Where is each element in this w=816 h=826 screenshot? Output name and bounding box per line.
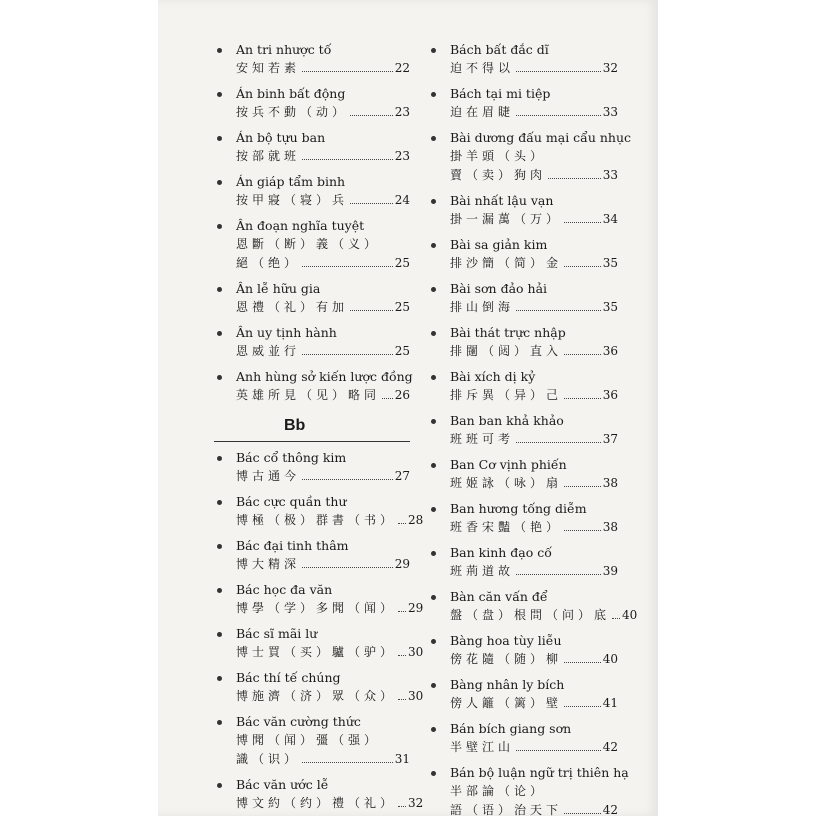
entry-han: 排斥異（异）己 [450,388,563,402]
entry-han: 恩禮（礼）有加 [236,300,349,314]
bullet-icon [217,136,222,141]
entry-han-line [450,59,618,78]
page-number: 38 [602,520,618,534]
bullet-icon [217,180,222,185]
index-entry [428,84,618,122]
dot-leader [350,203,393,204]
index-entry [214,40,410,78]
page-number: 36 [602,344,618,358]
entry-vietnamese: Bài thát trực nhập [450,325,566,340]
page-number: 40 [622,608,638,622]
page-number: 26 [394,388,410,402]
dot-leader [516,115,601,116]
entry-han: 班姬詠（咏）扇 [450,476,563,490]
dot-leader [398,523,406,524]
entry-vietnamese: Bài nhất lậu vạn [450,193,554,208]
bullet-icon [217,92,222,97]
entry-vietnamese: Ân uy tịnh hành [236,325,337,340]
entry-han-line [236,342,410,361]
entry-vietnamese: Ban Cơ vịnh phiến [450,457,567,472]
entry-vietnamese: Ban hương tống diễm [450,501,587,516]
entry-han: 恩威並行 [236,344,301,358]
entry-han: 排沙簡（简）金 [450,256,563,270]
page-number: 32 [408,796,424,810]
dot-leader [612,618,620,619]
bullet-icon [431,463,436,468]
page-number: 22 [394,61,410,75]
entry-vietnamese: Ban kinh đạo cố [450,545,552,560]
page-number: 42 [602,803,618,817]
entry-han: 博學（学）多聞（闻） [236,601,397,615]
entry-vietnamese: Bác văn ước lễ [236,777,329,792]
entry-han-line [450,606,638,625]
page-number: 33 [602,105,618,119]
bullet-icon [431,136,436,141]
bullet-icon [217,375,222,380]
entry-han-line [236,103,410,122]
index-column-left [214,40,424,819]
bullet-icon [431,639,436,644]
bullet-icon [431,771,436,776]
entry-han-line [236,731,410,750]
bullet-icon [217,676,222,681]
page-number: 32 [602,61,618,75]
bullet-icon [217,224,222,229]
entry-vietnamese: Bác đại tinh thâm [236,538,349,553]
page-number: 25 [394,300,410,314]
bullet-icon [217,500,222,505]
dot-leader [398,655,406,656]
entry-han-line [236,59,410,78]
entry-han: 英雄所見（见）略同 [236,388,381,402]
bullet-icon [217,720,222,725]
index-entry [428,367,618,405]
dot-leader [564,706,601,707]
entry-han-line [236,386,410,405]
index-entry [428,128,632,185]
index-entry [214,128,410,166]
entry-vietnamese: Bàn căn vấn để [450,589,548,604]
page-number: 37 [602,432,618,446]
entry-vietnamese: Án bộ tựu ban [236,130,326,145]
dot-leader [564,662,601,663]
bullet-icon [431,48,436,53]
bullet-icon [217,632,222,637]
index-entry [214,536,410,574]
entry-han: 半壁江山 [450,740,515,754]
dot-leader [516,750,601,751]
entry-han-line [236,467,410,486]
page-number: 39 [602,564,618,578]
entry-list-b [214,448,424,813]
bullet-icon [431,595,436,600]
bullet-icon [217,544,222,549]
page-number: 27 [394,469,410,483]
page-number: 36 [602,388,618,402]
dot-leader [398,611,406,612]
dot-leader [302,479,393,480]
entry-han: 掛羊頭（头） [450,149,547,163]
index-entry [428,763,629,820]
dot-leader [564,530,601,531]
index-entry [428,411,618,449]
index-entry [214,624,424,662]
entry-han: 班荊道故 [450,564,515,578]
dot-leader [302,354,393,355]
bullet-icon [431,92,436,97]
entry-han: 掛一漏萬（万） [450,212,563,226]
entry-han: 迫在眉睫 [450,105,515,119]
dot-leader [302,762,393,763]
index-entry [428,631,618,669]
entry-han-line [450,518,618,537]
entry-han-line [450,210,618,229]
dot-leader [516,574,601,575]
dot-leader [516,442,601,443]
bullet-icon [431,331,436,336]
entry-han: 傍人籬（篱）壁 [450,696,563,710]
entry-list-b-continued [428,40,638,820]
index-entry [214,279,410,317]
page-number: 23 [394,149,410,163]
index-entry [214,580,424,618]
entry-han: 識（识） [236,752,301,766]
page-number: 34 [602,212,618,226]
index-entry [428,455,618,493]
entry-han-line [450,694,618,713]
page-number: 35 [602,300,618,314]
entry-han-line [450,342,618,361]
entry-han-line [450,298,618,317]
entry-vietnamese: Bài sa giản kim [450,237,548,252]
dot-leader [350,310,393,311]
section-header-label: Bb [284,417,306,434]
page-number: 25 [394,256,410,270]
entry-han-line [236,254,410,273]
bullet-icon [217,456,222,461]
entry-vietnamese: Bác thí tế chúng [236,670,341,685]
entry-vietnamese: Án giáp tẩm binh [236,174,346,189]
entry-han: 絕（绝） [236,256,301,270]
entry-han-line [236,643,424,662]
entry-han-line [236,511,424,530]
dot-leader [302,71,393,72]
index-entry [214,492,424,530]
index-entry [428,279,618,317]
entry-vietnamese: Bách bất đắc dĩ [450,42,549,57]
bullet-icon [431,727,436,732]
entry-han: 按甲寢（寝）兵 [236,193,349,207]
index-entry [428,191,618,229]
dot-leader [564,266,601,267]
entry-han: 半部論（论） [450,784,547,798]
bullet-icon [217,331,222,336]
entry-han: 博極（极）群書（书） [236,513,397,527]
bullet-icon [431,507,436,512]
entry-han: 班香宋豔（艳） [450,520,563,534]
section-header [214,415,410,442]
page-number: 31 [394,752,410,766]
entry-han: 傍花隨（随）柳 [450,652,563,666]
dot-leader [398,806,406,807]
dot-leader [350,115,393,116]
entry-han-line [450,782,618,801]
page-number: 41 [602,696,618,710]
page-number: 38 [602,476,618,490]
entry-vietnamese: Ân lễ hữu gia [236,281,321,296]
page-number: 29 [408,601,424,615]
entry-han: 博文約（约）禮（礼） [236,796,397,810]
entry-han-line [450,166,618,185]
index-entry [214,775,424,813]
page-number: 30 [408,689,424,703]
dot-leader [564,486,601,487]
dot-leader [564,813,601,814]
bullet-icon [217,588,222,593]
entry-vietnamese: Án binh bất động [236,86,346,101]
page-number: 42 [602,740,618,754]
index-column-right [428,40,638,826]
index-entry [214,367,413,405]
entry-han-line [236,555,410,574]
entry-han-line [450,254,618,273]
index-entry [214,172,410,210]
bullet-icon [431,683,436,688]
entry-han: 博大精深 [236,557,301,571]
dot-leader [516,310,601,311]
index-entry [214,668,424,706]
entry-han-line [450,147,618,166]
entry-han-line [450,738,618,757]
entry-vietnamese: Bác văn cường thức [236,714,361,729]
entry-vietnamese: Bàng nhân ly bích [450,677,565,692]
entry-vietnamese: Anh hùng sở kiến lược đồng [236,369,413,384]
entry-han: 安知若素 [236,61,301,75]
bullet-icon [217,287,222,292]
entry-han: 語（语）治天下 [450,803,563,817]
entry-han: 排山倒海 [450,300,515,314]
entry-han: 恩斷（断）義（义） [236,237,381,251]
entry-vietnamese: An tri nhược tố [236,42,332,57]
entry-han-line [236,794,424,813]
entry-vietnamese: Bác sĩ mãi lư [236,626,318,641]
index-entry [214,323,410,361]
page-number: 25 [394,344,410,358]
page-number: 33 [602,168,618,182]
entry-han: 博士買（买）驢（驴） [236,645,397,659]
entry-han: 博施濟（济）眾（众） [236,689,397,703]
entry-han-line [450,103,618,122]
entry-vietnamese: Ban ban khả khảo [450,413,564,428]
page-number: 28 [408,513,424,527]
entry-han: 按兵不動（动） [236,105,349,119]
entry-vietnamese: Bàng hoa tùy liễu [450,633,562,648]
entry-list-a [214,40,413,405]
index-entry [214,448,410,486]
entry-han-line [450,386,618,405]
entry-han-line [236,599,424,618]
entry-han-line [236,298,410,317]
index-entry [428,40,618,78]
index-entry [428,587,638,625]
entry-han: 迫不得以 [450,61,515,75]
index-entry [428,543,618,581]
index-entry [428,235,618,273]
index-entry [428,719,618,757]
entry-han: 盤（盘）根問（问）底 [450,608,611,622]
bullet-icon [431,199,436,204]
entry-han-line [236,147,410,166]
dot-leader [564,398,601,399]
index-entry [428,323,618,361]
dot-leader [302,266,393,267]
entry-vietnamese: Bài dương đấu mại cẩu nhục [450,130,632,145]
entry-han-line [450,801,618,820]
page-number: 40 [602,652,618,666]
bullet-icon [431,419,436,424]
index-entry [214,216,410,273]
bullet-icon [431,287,436,292]
bullet-icon [431,243,436,248]
bullet-icon [431,551,436,556]
entry-han: 按部就班 [236,149,301,163]
index-entry [428,499,618,537]
dot-leader [564,354,601,355]
index-entry [214,84,410,122]
entry-vietnamese: Bài xích dị kỷ [450,369,536,384]
dot-leader [398,699,406,700]
entry-vietnamese: Bán bích giang sơn [450,721,572,736]
dot-leader [516,71,601,72]
bullet-icon [431,375,436,380]
entry-han: 博聞（闻）彊（强） [236,733,381,747]
entry-han: 博古通今 [236,469,301,483]
page-number: 35 [602,256,618,270]
entry-han: 班班可考 [450,432,515,446]
entry-han-line [450,430,618,449]
index-entry [428,675,618,713]
entry-vietnamese: Bác cổ thông kim [236,450,347,465]
page-number: 23 [394,105,410,119]
entry-vietnamese: Bán bộ luận ngữ trị thiên hạ [450,765,629,780]
dot-leader [564,222,601,223]
entry-han-line [450,562,618,581]
bullet-icon [217,783,222,788]
page-number: 30 [408,645,424,659]
entry-vietnamese: Bác cực quần thư [236,494,347,509]
dot-leader [302,159,393,160]
page-number: 29 [394,557,410,571]
entry-vietnamese: Bách tại mi tiệp [450,86,551,101]
entry-han-line [450,650,618,669]
entry-han-line [236,687,424,706]
entry-han: 賣（卖）狗肉 [450,168,547,182]
entry-vietnamese: Bài sơn đảo hải [450,281,548,296]
entry-vietnamese: Ân đoạn nghĩa tuyệt [236,218,365,233]
entry-han-line [450,474,618,493]
entry-han-line [236,191,410,210]
dot-leader [302,567,393,568]
entry-han-line [236,750,410,769]
bullet-icon [217,48,222,53]
dot-leader [382,398,393,399]
page-number: 24 [394,193,410,207]
dot-leader [548,178,601,179]
entry-vietnamese: Bác học đa văn [236,582,333,597]
entry-han: 排闥（闼）直入 [450,344,563,358]
entry-han-line [236,235,410,254]
index-entry [214,712,410,769]
